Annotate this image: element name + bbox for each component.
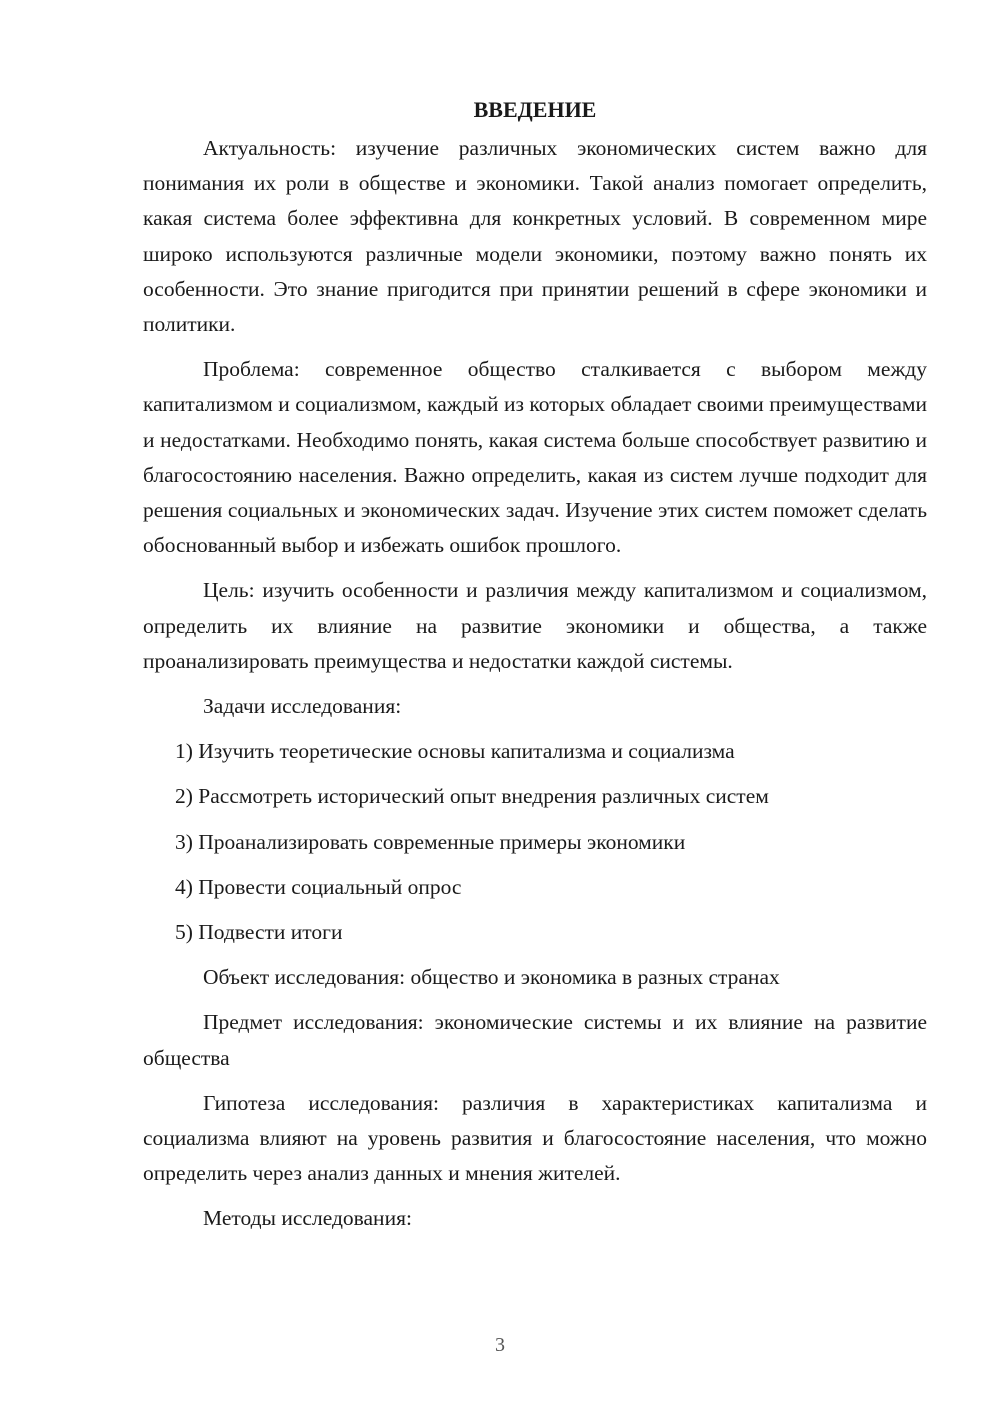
- task-item: 1) Изучить теоретические основы капитализма и социализма: [175, 739, 735, 764]
- subject-paragraph: Предмет исследования: экономические системы и их влияние на развитие общества: [143, 1010, 927, 1070]
- task-item: 3) Проанализировать современные примеры экономики: [175, 829, 686, 854]
- page-number: 3: [495, 1334, 505, 1356]
- object-paragraph: Объект исследования: общество и экономика в разных странах: [203, 965, 780, 990]
- section-title: ВВЕДЕНИЕ: [473, 97, 597, 122]
- methods-heading: Методы исследования:: [203, 1206, 412, 1231]
- task-item: 4) Провести социальный опрос: [175, 874, 462, 899]
- task-item: 2) Рассмотреть исторический опыт внедрения различных систем: [175, 784, 769, 809]
- relevance-paragraph: Актуальность: изучение различных экономических систем важно для понимания их роли в обществе и экономики. Такой анализ помогает определить, какая система более эффективна для конкретных условий. В современном мире широко используются различные модели экономики, поэтому важно понять их особенности. Это знание пригодится при принятии решений в сфере экономики и политики.: [143, 136, 927, 337]
- hypothesis-paragraph: Гипотеза исследования: различия в характеристиках капитализма и социализма влияют на уровень развития и благосостояние населения, что можно определить через анализ данных и мнения жителей.: [143, 1090, 927, 1186]
- problem-paragraph: Проблема: современное общество сталкивается с выбором между капитализмом и социализмом, каждый из которых обладает своими преимуществами и недостатками. Необходимо понять, какая система больше способствует развитию и благосостоянию населения. Важно определить, какая из систем лучше подходит для решения социальных и экономических задач. Изучение этих систем поможет сделать обоснованный выбор и избежать ошибок прошлого.: [143, 357, 927, 558]
- task-item: 5) Подвести итоги: [175, 920, 343, 945]
- tasks-heading: Задачи исследования:: [203, 694, 402, 719]
- goal-paragraph: Цель: изучить особенности и различия между капитализмом и социализмом, определить их влияние на развитие экономики и общества, а также проанализировать преимущества и недостатки каждой системы.: [143, 578, 927, 673]
- document-page: [143, 92, 927, 1247]
- tasks-list: [143, 734, 927, 950]
